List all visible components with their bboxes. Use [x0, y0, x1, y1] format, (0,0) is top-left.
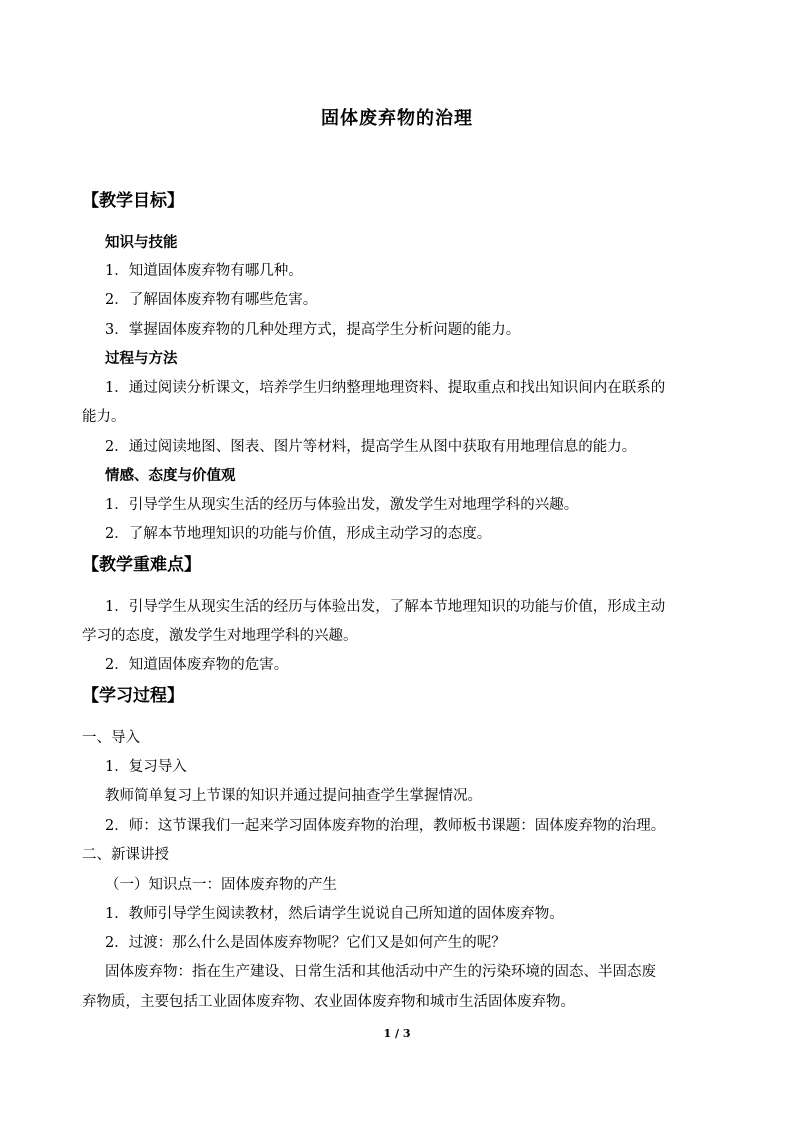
list-item: 1．教师引导学生阅读教材，然后请学生说说自己所知道的固体废弃物。 — [105, 906, 564, 922]
subheading-knowledge: 知识与技能 — [105, 234, 178, 251]
list-item-continuation: 能力。 — [82, 409, 126, 425]
definition-paragraph: 固体废弃物：指在生产建设、日常生活和其他活动中产生的污染环境的固态、半固态废 — [105, 964, 656, 980]
list-item: 1．引导学生从现实生活的经历与体验出发，激发学生对地理学科的兴趣。 — [105, 497, 579, 513]
page-number: 1 / 3 — [383, 1027, 411, 1040]
page-title: 固体废弃物的治理 — [321, 108, 473, 129]
subheading-emotion: 情感、态度与价值观 — [105, 467, 236, 484]
list-item: 1．知道固体废弃物有哪几种。 — [105, 263, 303, 279]
list-item: 2．知道固体废弃物的危害。 — [105, 657, 289, 673]
list-item: 1．复习导入 — [105, 759, 187, 775]
list-item: 2．过渡：那么什么是固体废弃物呢？它们又是如何产生的呢？ — [105, 935, 506, 951]
section-heading-key-points: 【教学重难点】 — [82, 555, 201, 575]
subheading-process-method: 过程与方法 — [105, 350, 178, 367]
list-item: 3．掌握固体废弃物的几种处理方式，提高学生分析问题的能力。 — [105, 322, 521, 338]
list-item: 2．师：这节课我们一起来学习固体废弃物的治理，教师板书课题：固体废弃物的治理。 — [105, 818, 666, 834]
list-item: 2．了解固体废弃物有哪些危害。 — [105, 292, 318, 308]
definition-continuation: 弃物质，主要包括工业固体废弃物、农业固体废弃物和城市生活固体废弃物。 — [82, 994, 575, 1010]
knowledge-point-heading: （一）知识点一：固体废弃物的产生 — [105, 877, 337, 893]
list-item: 2．通过阅读地图、图表、图片等材料，提高学生从图中获取有用地理信息的能力。 — [105, 439, 637, 455]
list-item-continuation: 学习的态度，激发学生对地理学科的兴趣。 — [82, 628, 358, 644]
section-heading-process: 【学习过程】 — [82, 686, 184, 706]
section-heading-objectives: 【教学目标】 — [82, 191, 184, 211]
list-item: 1．引导学生从现实生活的经历与体验出发，了解本节地理知识的功能与价值，形成主动 — [105, 599, 666, 615]
list-item: 1．通过阅读分析课文，培养学生归纳整理地理资料、提取重点和找出知识间内在联系的 — [105, 380, 666, 396]
part-label-new-lesson: 二、新课讲授 — [82, 847, 169, 863]
paragraph: 教师简单复习上节课的知识并通过提问抽查学生掌握情况。 — [105, 788, 482, 804]
part-label-intro: 一、导入 — [82, 730, 140, 746]
list-item: 2．了解本节地理知识的功能与价值，形成主动学习的态度。 — [105, 526, 492, 542]
